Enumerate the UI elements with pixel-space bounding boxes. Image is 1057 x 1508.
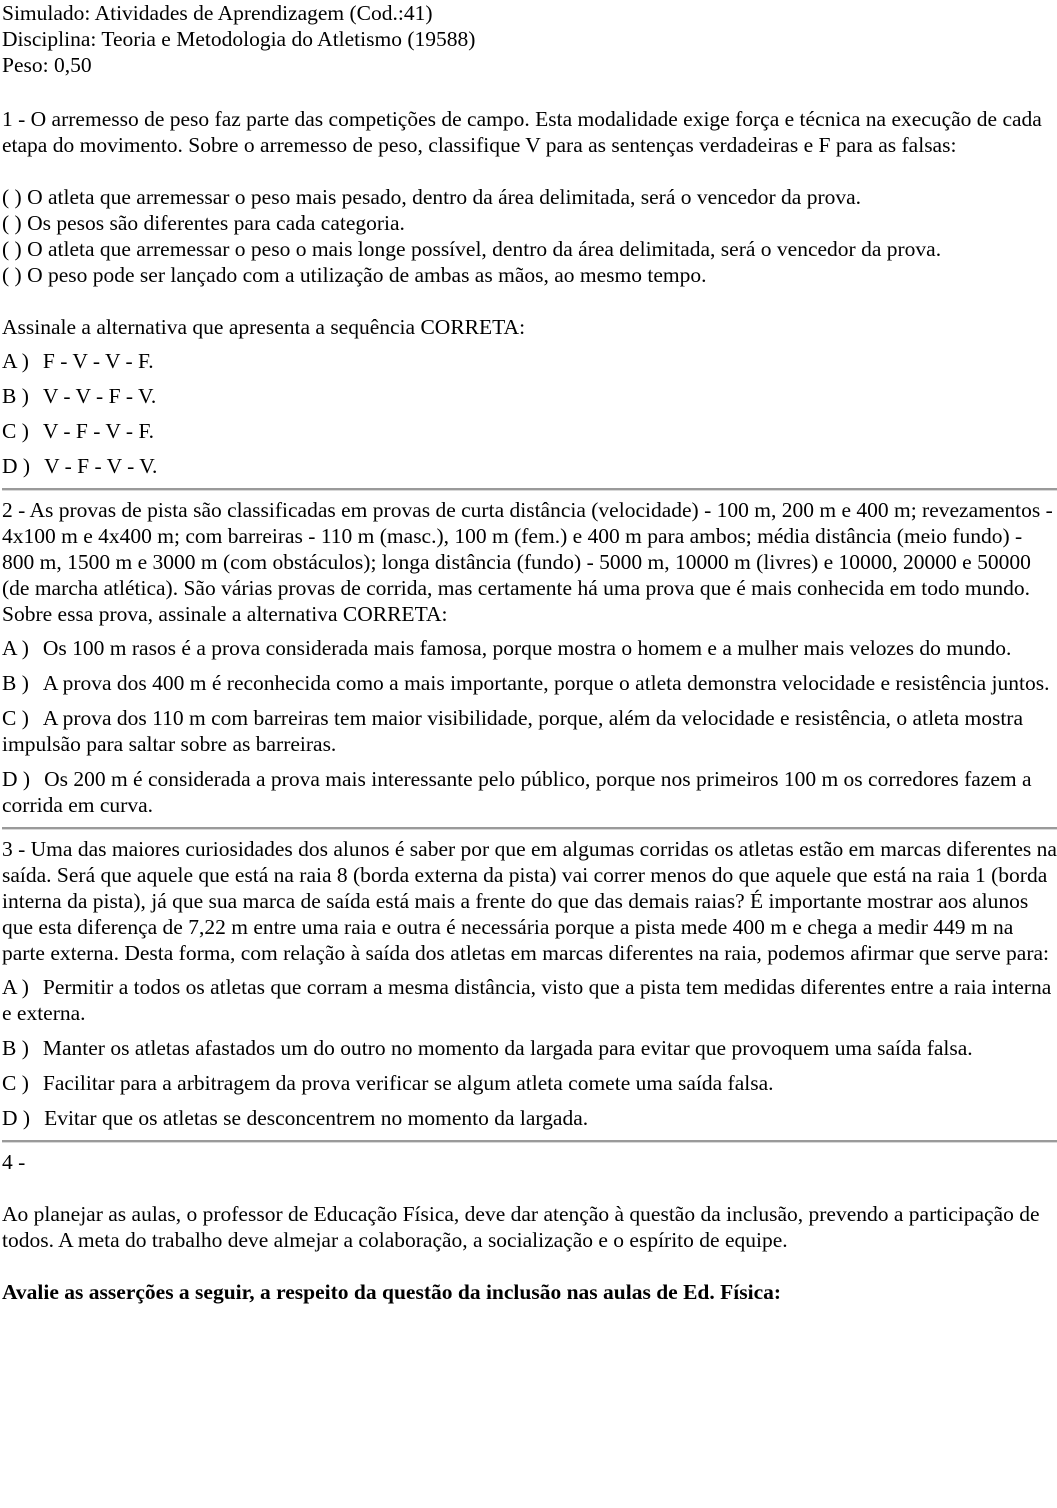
- spacer: [2, 1253, 1057, 1279]
- question-stem: 3 - Uma das maiores curiosidades dos alunos é saber por que em algumas corridas os atletas estão em marcas diferentes na saída. Será que aquele que está na raia 8 (borda externa da pista) vai correr menos do que aquele que está na raia 1 (borda interna da pista), já que sua marca de saída está mais a frente do que das demais raias? É importante mostrar aos alunos que esta diferença de 7,22 m entre uma raia e outra é necessária porque a pista mede 400 m e chega a medir 449 m na parte externa. Desta forma, com relação à saída dos atletas em marcas diferentes na raia, podemos afirmar que serve para:: [2, 837, 1057, 965]
- question-prompt: Avalie as asserções a seguir, a respeito da questão da inclusão nas aulas de Ed. Física:: [2, 1280, 782, 1304]
- question-1: [2, 104, 1057, 479]
- question-number: 4 -: [2, 1150, 26, 1174]
- option-d[interactable]: [2, 766, 1057, 818]
- option-text: A prova dos 400 m é reconhecida como a mais importante, porque o atleta demonstra velocidade e resistência juntos.: [42, 671, 1050, 695]
- option-text: V - F - V - F.: [42, 419, 155, 443]
- option-label: A ): [2, 636, 29, 660]
- option-d[interactable]: [2, 453, 1057, 479]
- option-label: C ): [2, 419, 29, 443]
- option-text: A prova dos 110 m com barreiras tem maior visibilidade, porque, além da velocidade e resistência, o atleta mostra impulsão para saltar sobre as barreiras.: [2, 706, 1023, 756]
- option-c[interactable]: [2, 418, 1057, 444]
- question-2: [2, 495, 1057, 818]
- question-divider: [2, 1140, 1057, 1143]
- option-label: A ): [2, 349, 29, 373]
- spacer: [2, 158, 1057, 184]
- question-divider: [2, 827, 1057, 830]
- option-label: B ): [2, 671, 29, 695]
- option-b[interactable]: [2, 670, 1057, 696]
- option-label: D ): [2, 767, 31, 791]
- question-prompt: Assinale a alternativa que apresenta a sequência CORRETA:: [2, 315, 526, 339]
- question-4: [2, 1147, 1057, 1305]
- option-text: F - V - V - F.: [42, 349, 154, 373]
- option-label: B ): [2, 1036, 29, 1060]
- option-a[interactable]: [2, 974, 1057, 1026]
- option-label: A ): [2, 975, 29, 999]
- disciplina-label: Disciplina: Teoria e Metodologia do Atletismo (19588): [2, 27, 476, 51]
- option-label: C ): [2, 1071, 29, 1095]
- option-text: Permitir a todos os atletas que corram a mesma distância, visto que a pista tem medidas diferentes entre a raia interna e externa.: [2, 975, 1052, 1025]
- option-label: B ): [2, 384, 29, 408]
- spacer: [2, 1175, 1057, 1201]
- option-b[interactable]: [2, 1035, 1057, 1061]
- simulado-title: Simulado: Atividades de Aprendizagem (Cod.:41): [2, 1, 433, 25]
- option-label: C ): [2, 706, 29, 730]
- question-stem: 2 - As provas de pista são classificadas em provas de curta distância (velocidade) - 100 m, 200 m e 400 m; revezamentos - 4x100 m e 4x400 m; com barreiras - 110 m (masc.), 100 m (fem.) e 400 m para ambos; média distância (meio fundo) - 800 m, 1500 m e 3000 m (com obstáculos); longa distância (fundo) - 5000 m, 10000 m (livres) e 10000, 20000 e 50000 (de marcha atlética). São várias provas de corrida, mas certamente há uma prova que é mais conhecida em todo mundo. Sobre essa prova, assinale a alternativa CORRETA:: [2, 498, 1053, 626]
- spacer: [2, 288, 1057, 314]
- option-a[interactable]: [2, 348, 1057, 374]
- statement: ( ) O atleta que arremessar o peso mais pesado, dentro da área delimitada, será o vencedor da prova.: [2, 185, 862, 209]
- option-text: V - F - V - V.: [44, 454, 158, 478]
- option-label: D ): [2, 454, 31, 478]
- option-c[interactable]: [2, 1070, 1057, 1096]
- question-stem: Ao planejar as aulas, o professor de Educação Física, deve dar atenção à questão da inclusão, prevendo a participação de todos. A meta do trabalho deve almejar a colaboração, a socialização e o espírito de equipe.: [2, 1202, 1040, 1252]
- option-a[interactable]: [2, 635, 1057, 661]
- statement: ( ) O atleta que arremessar o peso o mais longe possível, dentro da área delimitada, será o vencedor da prova.: [2, 237, 942, 261]
- question-stem: 1 - O arremesso de peso faz parte das competições de campo. Esta modalidade exige força e técnica na execução de cada etapa do movimento. Sobre o arremesso de peso, classifique V para as sentenças verdadeiras e F para as falsas:: [2, 107, 1042, 157]
- option-b[interactable]: [2, 383, 1057, 409]
- question-divider: [2, 488, 1057, 491]
- option-text: V - V - F - V.: [42, 384, 157, 408]
- statement: ( ) O peso pode ser lançado com a utilização de ambas as mãos, ao mesmo tempo.: [2, 263, 707, 287]
- option-text: Os 200 m é considerada a prova mais interessante pelo público, porque nos primeiros 100 m os corredores fazem a corrida em curva.: [2, 767, 1032, 817]
- option-text: Facilitar para a arbitragem da prova verificar se algum atleta comete uma saída falsa.: [42, 1071, 774, 1095]
- exam-header: [2, 0, 1057, 78]
- statement: ( ) Os pesos são diferentes para cada categoria.: [2, 211, 405, 235]
- peso-label: Peso: 0,50: [2, 53, 92, 77]
- question-3: [2, 834, 1057, 1131]
- option-text: Os 100 m rasos é a prova considerada mais famosa, porque mostra o homem e a mulher mais velozes do mundo.: [42, 636, 1012, 660]
- option-d[interactable]: [2, 1105, 1057, 1131]
- option-text: Manter os atletas afastados um do outro no momento da largada para evitar que provoquem uma saída falsa.: [42, 1036, 973, 1060]
- option-c[interactable]: [2, 705, 1057, 757]
- spacer: [2, 78, 1057, 104]
- option-label: D ): [2, 1106, 31, 1130]
- option-text: Evitar que os atletas se desconcentrem no momento da largada.: [44, 1106, 589, 1130]
